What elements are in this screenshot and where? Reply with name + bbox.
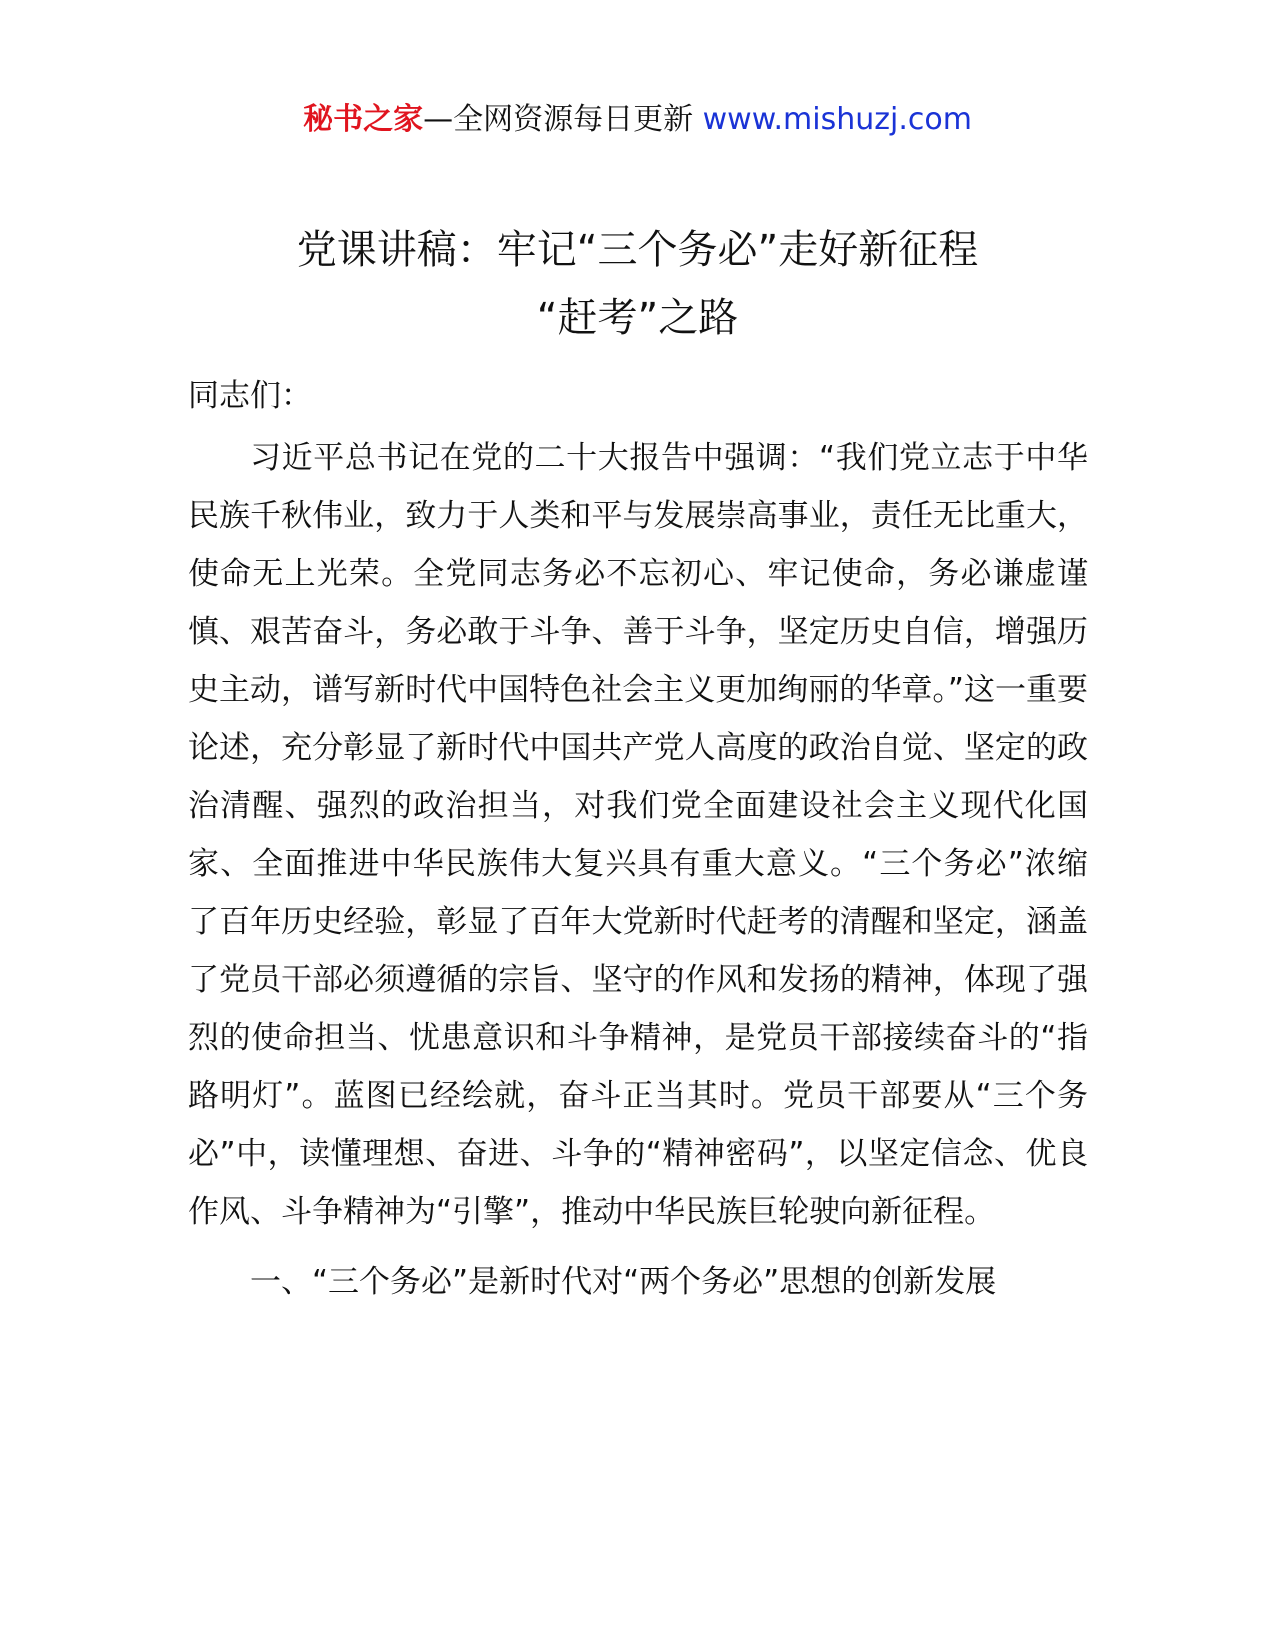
site-header [0, 100, 1275, 140]
title-line-2: “赶考”之路 [536, 295, 739, 341]
document-title [150, 216, 1125, 352]
salutation: 同志们： [188, 378, 312, 414]
title-line-1: 党课讲稿：牢记“三个务必”走好新征程 [296, 227, 979, 273]
brand-name: 秘书之家 [303, 102, 424, 137]
paragraph-1: 习近平总书记在党的二十大报告中强调：“我们党立志于中华民族千秋伟业，致力于人类和平与发展崇高事业，责任无比重大，使命无上光荣。全党同志务必不忘初心、牢记使命，务必谦虚谨慎、艰苦奋斗，务必敢于斗争、善于斗争，坚定历史自信，增强历史主动，谱写新时代中国特色社会主义更加绚丽的华章。”这一重要论述，充分彰显了新时代中国共产党人高度的政治自觉、坚定的政治清醒、强烈的政治担当，对我们党全面建设社会主义现代化国家、全面推进中华民族伟大复兴具有重大意义。“三个务必”浓缩了百年历史经验，彰显了百年大党新时代赶考的清醒和坚定，涵盖了党员干部必须遵循的宗旨、坚守的作风和发扬的精神，体现了强烈的使命担当、忧患意识和斗争精神，是党员干部接续奋斗的“指路明灯”。蓝图已经绘就，奋斗正当其时。党员干部要从“三个务必”中，读懂理想、奋进、斗争的“精神密码”，以坚定信念、优良作风、斗争精神为“引擎”，推动中华民族巨轮驶向新征程。 [188, 440, 1088, 1230]
section-heading-1: 一、“三个务必”是新时代对“两个务必”思想的创新发展 [250, 1264, 997, 1300]
document-body [188, 367, 1088, 1311]
site-url-link[interactable]: www.mishuzj.com [702, 102, 972, 137]
header-slogan: —全网资源每日更新 [423, 102, 694, 137]
